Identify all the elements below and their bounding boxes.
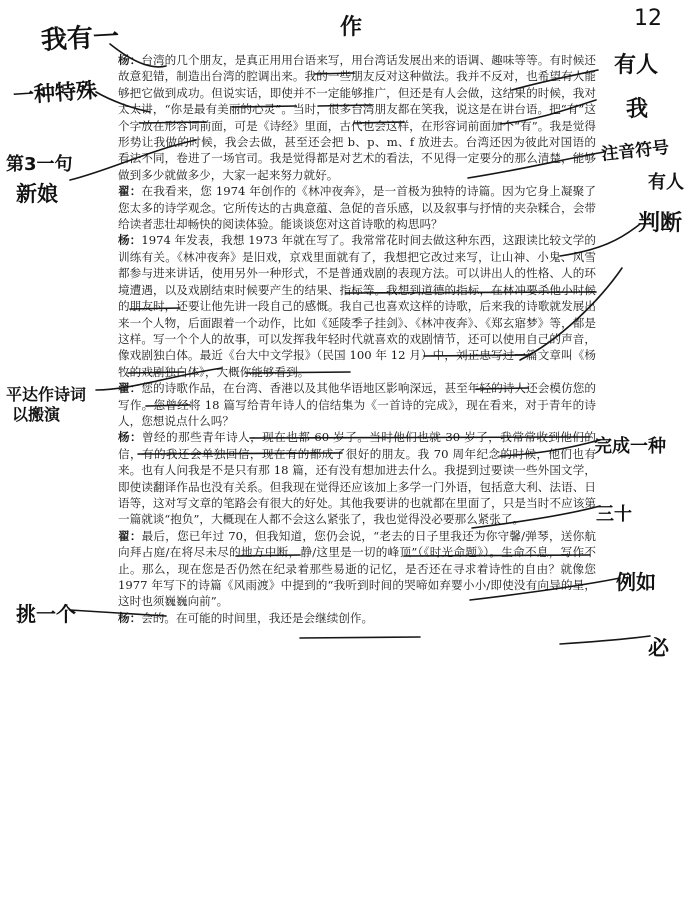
handwritten-note-you-ren-2: 有人: [648, 172, 684, 193]
paragraph-2: [118, 183, 596, 232]
speaker-label: 翟：: [118, 381, 142, 396]
handwritten-note-di-san-ju: 第3一句: [6, 154, 73, 175]
paragraph-text: 在我看来，您 1974 年创作的《林冲夜奔》，是一首极为独特的诗篇。因为它身上凝聚了您太多的诗学观念。它所传达的古典意蕴、急促的音乐感，以及叙事与抒情的夹杂糅合，会带给读者悲壮却畅快的阅读体验。能谈谈您对这首诗歌的构思吗？: [118, 184, 596, 232]
handwritten-note-liru: 例如: [616, 570, 656, 594]
handwritten-note-wancheng-yizhong: 完成一种: [594, 436, 666, 457]
speaker-label: 杨：: [118, 610, 142, 625]
handwritten-note-sanshi: 三十: [596, 504, 632, 525]
paragraph-text: 您的诗歌作品，在台湾、香港以及其他华语地区影响深远，甚至年轻的诗人还会模仿您的写作。您曾经将 18 篇写给青年诗人的信结集为《一首诗的完成》，现在看来，对于青年的诗人，您想说点什么吗？: [118, 381, 596, 428]
handwritten-note-panduan: 判断: [638, 211, 683, 236]
paragraph-5: [118, 429, 596, 527]
page-number: 12: [634, 6, 662, 31]
paragraph-3: [118, 232, 596, 380]
handwritten-note-yi-ban-yan: 以搬演: [12, 405, 61, 424]
paragraph-1: [118, 52, 596, 183]
handwritten-note-zuo: 作: [340, 15, 363, 40]
strike-through-line: [300, 637, 420, 638]
handwritten-note-wo: 我: [626, 97, 649, 122]
paragraph-text: 1974 年发表，我想 1973 年就在写了。我常常花时间去做这种东西，这跟读比较文学的训练有关。《林冲夜奔》是旧戏，京戏里面就有了，我想把它改过来写，让山神、小鬼、风雪都参与进来讲话，使用另外一种形式，不是普通戏剧的表现方法。可以讲出人的性格、人的环境遭遇，以及戏剧结束时候要产生的结果、指标等。我想到道德的指标，在林冲要杀他小时候的朋友时，还要让他先讲一段自己的感慨。我自己也喜欢这样的诗歌，后来我的诗歌就发展出来一个人物，后面跟着一个动作，比如《延陵季子挂剑》、《林冲夜奔》、《郑玄寤梦》等，都是这样。写一个个人的故事，可以发挥我年轻时代就喜欢的戏剧情节，还可以使用自己的声音，像戏剧独白体。最近《台大中文学报》（民国 100 年 12 月）中，刘正忠写过一篇文章叫《杨牧的戏剧独白体》，大概你能够看到。: [118, 233, 596, 379]
interview-text: [118, 52, 596, 626]
handwritten-note-pingzhi-zuo-shige: 平达作诗词: [6, 385, 87, 404]
handwritten-note-wo-you: 我有一: [40, 21, 120, 56]
insertion-line: [560, 636, 650, 644]
handwritten-note-tiao-yige: 挑一个: [16, 602, 76, 626]
speaker-label: 杨：: [118, 233, 142, 248]
handwritten-note-zhuyin-fuhao: 注音符号: [600, 137, 671, 165]
speaker-label: 杨：: [118, 53, 142, 67]
speaker-label: 翟：: [118, 528, 142, 543]
paragraph-text: 会的。在可能的时间里，我还是会继续创作。: [141, 610, 374, 625]
paragraph-text: 台湾的几个朋友，是真正用用台语来写，用台湾话发展出来的语调、趣味等等。有时候还故意犯错，制造出台湾的腔调出来。我的一些朋友反对这种做法。我并不反对，也希望有人能够把它做到成功。但说实话，即使并不一定能够推广，但还是有人会做，这结果的时候，我对太太讲，“你是最有美丽的心灵”。当时，很多台湾朋友都在笑我，说这是在讲台语。把“有”这个字放在形容词前面，可是《诗经》里面，古代也会这样，在形容词前面加个“有”。我是觉得形势让我做的时候，我会去做，甚至还会把 b、p、m、f 放进去。台湾还因为彼此对国语的看法不同，卷进了一场官司。我是觉得都是对艺术的看法，不见得一定要分的那么清楚，能够做到多少就做多少，大家一起来努力就好。: [118, 53, 596, 182]
handwritten-note-you-ren: 有人: [614, 53, 659, 78]
paragraph-4: [118, 380, 596, 429]
paragraph-text: 曾经的那些青年诗人，现在也都 60 岁了。当时他们也就 30 岁了，我常常收到他们的信，有的我还会单独回信，现在有的都成了很好的朋友。我 70 周年纪念的时候，他们也有来。也有人问我是不是只有那 18 篇，还有没有想加进去什么。我提到过要读一些外国文学，即使读翻译作品也没有关系。但我现在觉得还应该加上多学一门外语，包括意大利、法语、日语等，这对写文章的笔路会有很大的好处。其他我要讲的也就都在里面了，只是当时不应该第一篇就谈“抱负”，大概现在人都不会这么紧张了，我也觉得没必要那么紧张了。: [118, 430, 596, 527]
paragraph-6: [118, 528, 596, 610]
paragraph-text: 最后，您已年过 70，但我知道，您仍会说，“老去的日子里我还为你守馨/弹琴，送你航向拜占庭/在将尽未尽的地方中断，静/这里是一切的峰顶”（《时光命题》）。生命不息，写作不止。那么，现在您是否仍然在纪录着那些易逝的记忆，是否还在寻求着诗性的自由？就像您 1977 年写下的诗篇《风雨渡》中提到的“我听到时间的哭啼如弃婴小小/即使没有向导的星，这时也须巍巍向前”。: [118, 528, 596, 609]
speaker-label: 翟：: [118, 184, 142, 199]
handwritten-note-yizhong-teshu: 一种特殊: [12, 78, 98, 108]
handwritten-note-xinniang: 新娘: [16, 182, 58, 206]
paragraph-7: [118, 610, 596, 626]
speaker-label: 杨：: [118, 430, 143, 445]
handwritten-note-bi: 必: [648, 636, 669, 660]
